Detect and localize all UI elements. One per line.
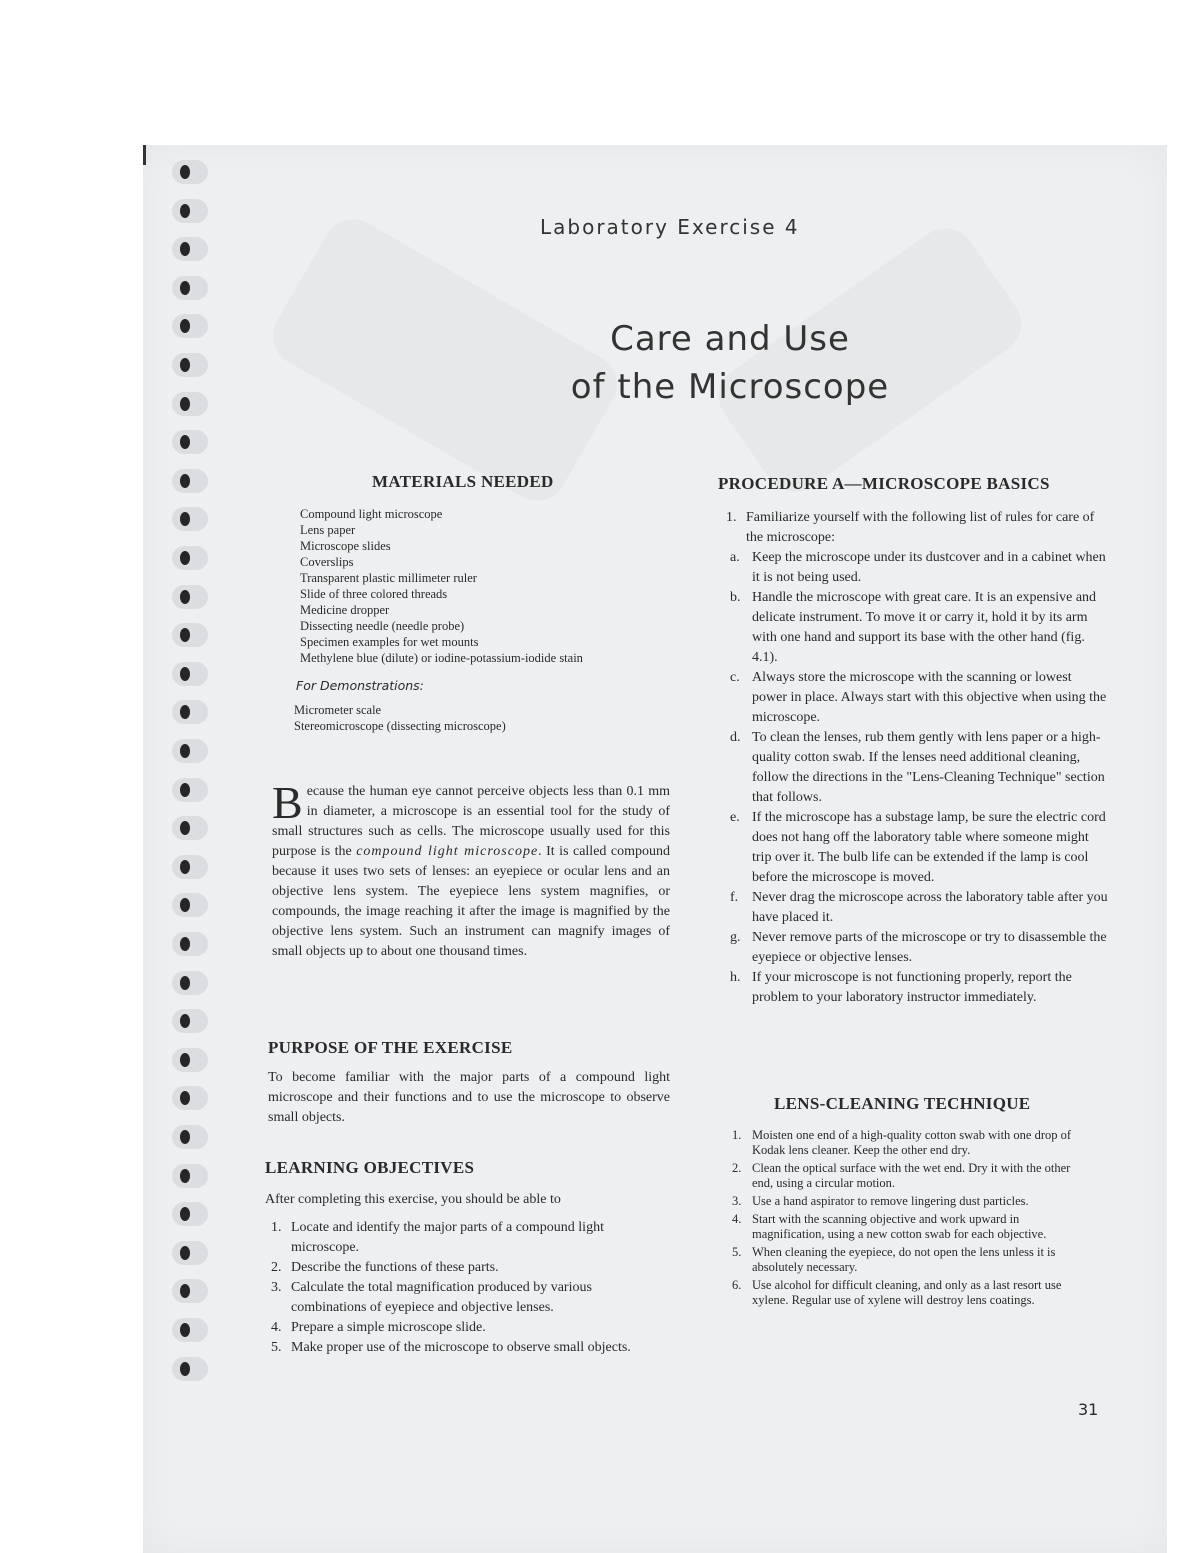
- demonstrations-list: [294, 702, 670, 734]
- purpose-section: [268, 1038, 670, 1128]
- item-text: Use a hand aspirator to remove lingering dust particles.: [752, 1194, 1029, 1208]
- item-number: 3.: [271, 1280, 282, 1295]
- title-line-1: Care and Use: [610, 319, 850, 359]
- item-text: When cleaning the eyepiece, do not open the lens unless it is absolutely necessary.: [752, 1245, 1056, 1274]
- material-item: Slide of three colored threads: [300, 587, 448, 601]
- binding-hole: [172, 855, 208, 879]
- rule-text: Always store the microscope with the scanning or lowest power in place. Always start with this objective when using the microscope.: [752, 670, 1107, 725]
- lens-step: [732, 1212, 1092, 1242]
- rule-text: If your microscope is not functioning properly, report the problem to your laboratory instructor immediately.: [752, 970, 1072, 1005]
- title-line-2: of the Microscope: [570, 367, 890, 407]
- lens-step: [732, 1161, 1092, 1191]
- drop-cap: B: [272, 777, 303, 828]
- item-text: Describe the functions of these parts.: [291, 1260, 499, 1275]
- binding-hole: [172, 1357, 208, 1381]
- rule-text: To clean the lenses, rub them gently with lens paper or a high-quality cotton swab. If the lenses need additional cleaning, follow the directions in the "Lens-Cleaning Technique" section that follows.: [752, 730, 1105, 805]
- binding-hole: [172, 1202, 208, 1226]
- intro-text-start: ecause the human eye cannot perceive objects less than 0.1 mm in diameter, a microscope is an essential tool for the study of small structures such as cells. The microscope usually used for this purpose is the: [272, 784, 670, 859]
- care-rule: [730, 968, 1110, 1008]
- binding-hole: [172, 392, 208, 416]
- intro-text-end: . It is called compound because it uses two sets of lenses: an eyepiece or ocular lens and an objective lens system. The eyepiece lens system magnifies, or compounds, the image reaching it after the image is magnified by the objective lens system. Such an instrument can magnify images of small objects up to about one thousand times.: [272, 844, 670, 959]
- material-item: Dissecting needle (needle probe): [300, 619, 465, 633]
- rule-letter: e.: [730, 810, 740, 825]
- item-number: 5.: [271, 1340, 282, 1355]
- binding-hole: [172, 1086, 208, 1110]
- objectives-heading: LEARNING OBJECTIVES: [265, 1158, 475, 1177]
- procedure-step: [726, 508, 1110, 548]
- binding-hole: [172, 623, 208, 647]
- rule-text: If the microscope has a substage lamp, be sure the electric cord does not hang off the laboratory table where someone might trip over it. The bulb life can be extended if the lamp is cool before the microscope is moved.: [752, 810, 1106, 885]
- binding-hole: [172, 585, 208, 609]
- binding-hole: [172, 1164, 208, 1188]
- demo-item: Stereomicroscope (dissecting microscope): [294, 719, 506, 733]
- objectives-section: [265, 1158, 670, 1358]
- lens-step: [732, 1128, 1092, 1158]
- rule-letter: a.: [730, 550, 740, 565]
- lens-cleaning-list: [732, 1128, 1092, 1308]
- item-number: 4.: [271, 1320, 282, 1335]
- binding-hole: [172, 353, 208, 377]
- rule-letter: g.: [730, 930, 741, 945]
- care-rule: [730, 928, 1110, 968]
- objectives-lead: After completing this exercise, you should be able to: [265, 1192, 561, 1207]
- rule-text: Keep the microscope under its dustcover and in a cabinet when it is not being used.: [752, 550, 1106, 585]
- material-item: Methylene blue (dilute) or iodine-potassium-iodide stain: [300, 651, 583, 665]
- binding-hole: [172, 199, 208, 223]
- material-item: Specimen examples for wet mounts: [300, 635, 479, 649]
- material-item: Lens paper: [300, 523, 356, 537]
- rule-letter: h.: [730, 970, 741, 985]
- page-title: [440, 315, 1020, 411]
- rule-letter: c.: [730, 670, 740, 685]
- item-text: Start with the scanning objective and work upward in magnification, using a new cotton swab for each objective.: [752, 1212, 1047, 1241]
- objective-item: [271, 1338, 670, 1358]
- demo-item: Micrometer scale: [294, 703, 382, 717]
- binding-hole: [172, 237, 208, 261]
- materials-heading: MATERIALS NEEDED: [372, 472, 554, 491]
- binding-hole: [172, 1125, 208, 1149]
- procedure-section: [718, 474, 1110, 1008]
- binding-hole: [172, 1009, 208, 1033]
- item-number: 4.: [732, 1212, 742, 1226]
- lens-cleaning-section: [732, 1094, 1092, 1311]
- material-item: Microscope slides: [300, 539, 391, 553]
- objective-item: [271, 1258, 670, 1278]
- item-text: Locate and identify the major parts of a compound light microscope.: [291, 1220, 604, 1255]
- item-number: 6.: [732, 1278, 742, 1292]
- care-rule: [730, 888, 1110, 928]
- item-number: 1.: [732, 1128, 742, 1142]
- rule-text: Handle the microscope with great care. It is an expensive and delicate instrument. To move it or carry it, hold it by its arm with one hand and support its base with the other hand (fig. 4.1).: [752, 590, 1097, 665]
- item-number: 3.: [732, 1194, 742, 1208]
- step-text: Familiarize yourself with the following list of rules for care of the microscope:: [746, 510, 1095, 545]
- lens-step: [732, 1245, 1092, 1275]
- item-text: Prepare a simple microscope slide.: [291, 1320, 486, 1335]
- rule-text: Never remove parts of the microscope or try to disassemble the eyepiece or objective lenses.: [752, 930, 1107, 965]
- objective-item: [271, 1278, 670, 1318]
- binding-hole: [172, 469, 208, 493]
- binding-hole: [172, 314, 208, 338]
- care-rules-list: [718, 548, 1110, 1008]
- objective-item: [271, 1218, 670, 1258]
- item-number: 2.: [732, 1161, 742, 1175]
- rule-letter: b.: [730, 590, 741, 605]
- binding-hole: [172, 1241, 208, 1265]
- binding-hole: [172, 700, 208, 724]
- care-rule: [730, 808, 1110, 888]
- material-item: Compound light microscope: [300, 507, 443, 521]
- materials-list: [300, 506, 670, 666]
- binding-hole: [172, 1048, 208, 1072]
- item-number: 5.: [732, 1245, 742, 1259]
- intro-term: compound light microscope: [356, 844, 539, 859]
- care-rule: [730, 548, 1110, 588]
- item-number: 1.: [271, 1220, 282, 1235]
- binding-hole: [172, 276, 208, 300]
- care-rule: [730, 588, 1110, 668]
- binding-hole: [172, 739, 208, 763]
- rule-letter: d.: [730, 730, 741, 745]
- objective-item: [271, 1318, 670, 1338]
- item-text: Moisten one end of a high-quality cotton swab with one drop of Kodak lens cleaner. Keep the other end dry.: [752, 1128, 1072, 1157]
- binding-hole: [172, 430, 208, 454]
- purpose-text: To become familiar with the major parts of a compound light microscope and their functions and to use the microscope to observe small objects.: [268, 1070, 670, 1125]
- rule-text: Never drag the microscope across the laboratory table after you have placed it.: [752, 890, 1108, 925]
- binding-hole: [172, 893, 208, 917]
- page-number: 31: [1078, 1400, 1099, 1419]
- item-text: Use alcohol for difficult cleaning, and only as a last resort use xylene. Regular use of xylene will destroy lens coatings.: [752, 1278, 1062, 1307]
- procedure-heading: PROCEDURE A—MICROSCOPE BASICS: [718, 474, 1050, 493]
- binding-hole: [172, 816, 208, 840]
- material-item: Transparent plastic millimeter ruler: [300, 571, 477, 585]
- binding-hole: [172, 778, 208, 802]
- binding-hole: [172, 1318, 208, 1342]
- binding-hole: [172, 1279, 208, 1303]
- item-text: Clean the optical surface with the wet end. Dry it with the other end, using a circular motion.: [752, 1161, 1071, 1190]
- demonstrations-heading: For Demonstrations:: [296, 678, 424, 693]
- lens-cleaning-heading: LENS-CLEANING TECHNIQUE: [774, 1094, 1031, 1113]
- item-text: Make proper use of the microscope to observe small objects.: [291, 1340, 631, 1355]
- binding-hole: [172, 160, 208, 184]
- lens-step: [732, 1278, 1092, 1308]
- page-edge-mark: [143, 145, 146, 165]
- material-item: Medicine dropper: [300, 603, 390, 617]
- exercise-kicker: Laboratory Exercise 4: [540, 215, 800, 239]
- binding-hole: [172, 507, 208, 531]
- objectives-list: [271, 1218, 670, 1358]
- step-number: 1.: [726, 510, 737, 525]
- purpose-heading: PURPOSE OF THE EXERCISE: [268, 1038, 513, 1057]
- lens-step: [732, 1194, 1092, 1209]
- rule-letter: f.: [730, 890, 739, 905]
- materials-section: [290, 472, 670, 734]
- binding-hole: [172, 662, 208, 686]
- care-rule: [730, 728, 1110, 808]
- binding-hole: [172, 971, 208, 995]
- intro-paragraph: [272, 777, 670, 962]
- binding-hole: [172, 932, 208, 956]
- item-text: Calculate the total magnification produced by various combinations of eyepiece and objective lenses.: [291, 1280, 592, 1315]
- binding-hole: [172, 546, 208, 570]
- item-number: 2.: [271, 1260, 282, 1275]
- material-item: Coverslips: [300, 555, 354, 569]
- care-rule: [730, 668, 1110, 728]
